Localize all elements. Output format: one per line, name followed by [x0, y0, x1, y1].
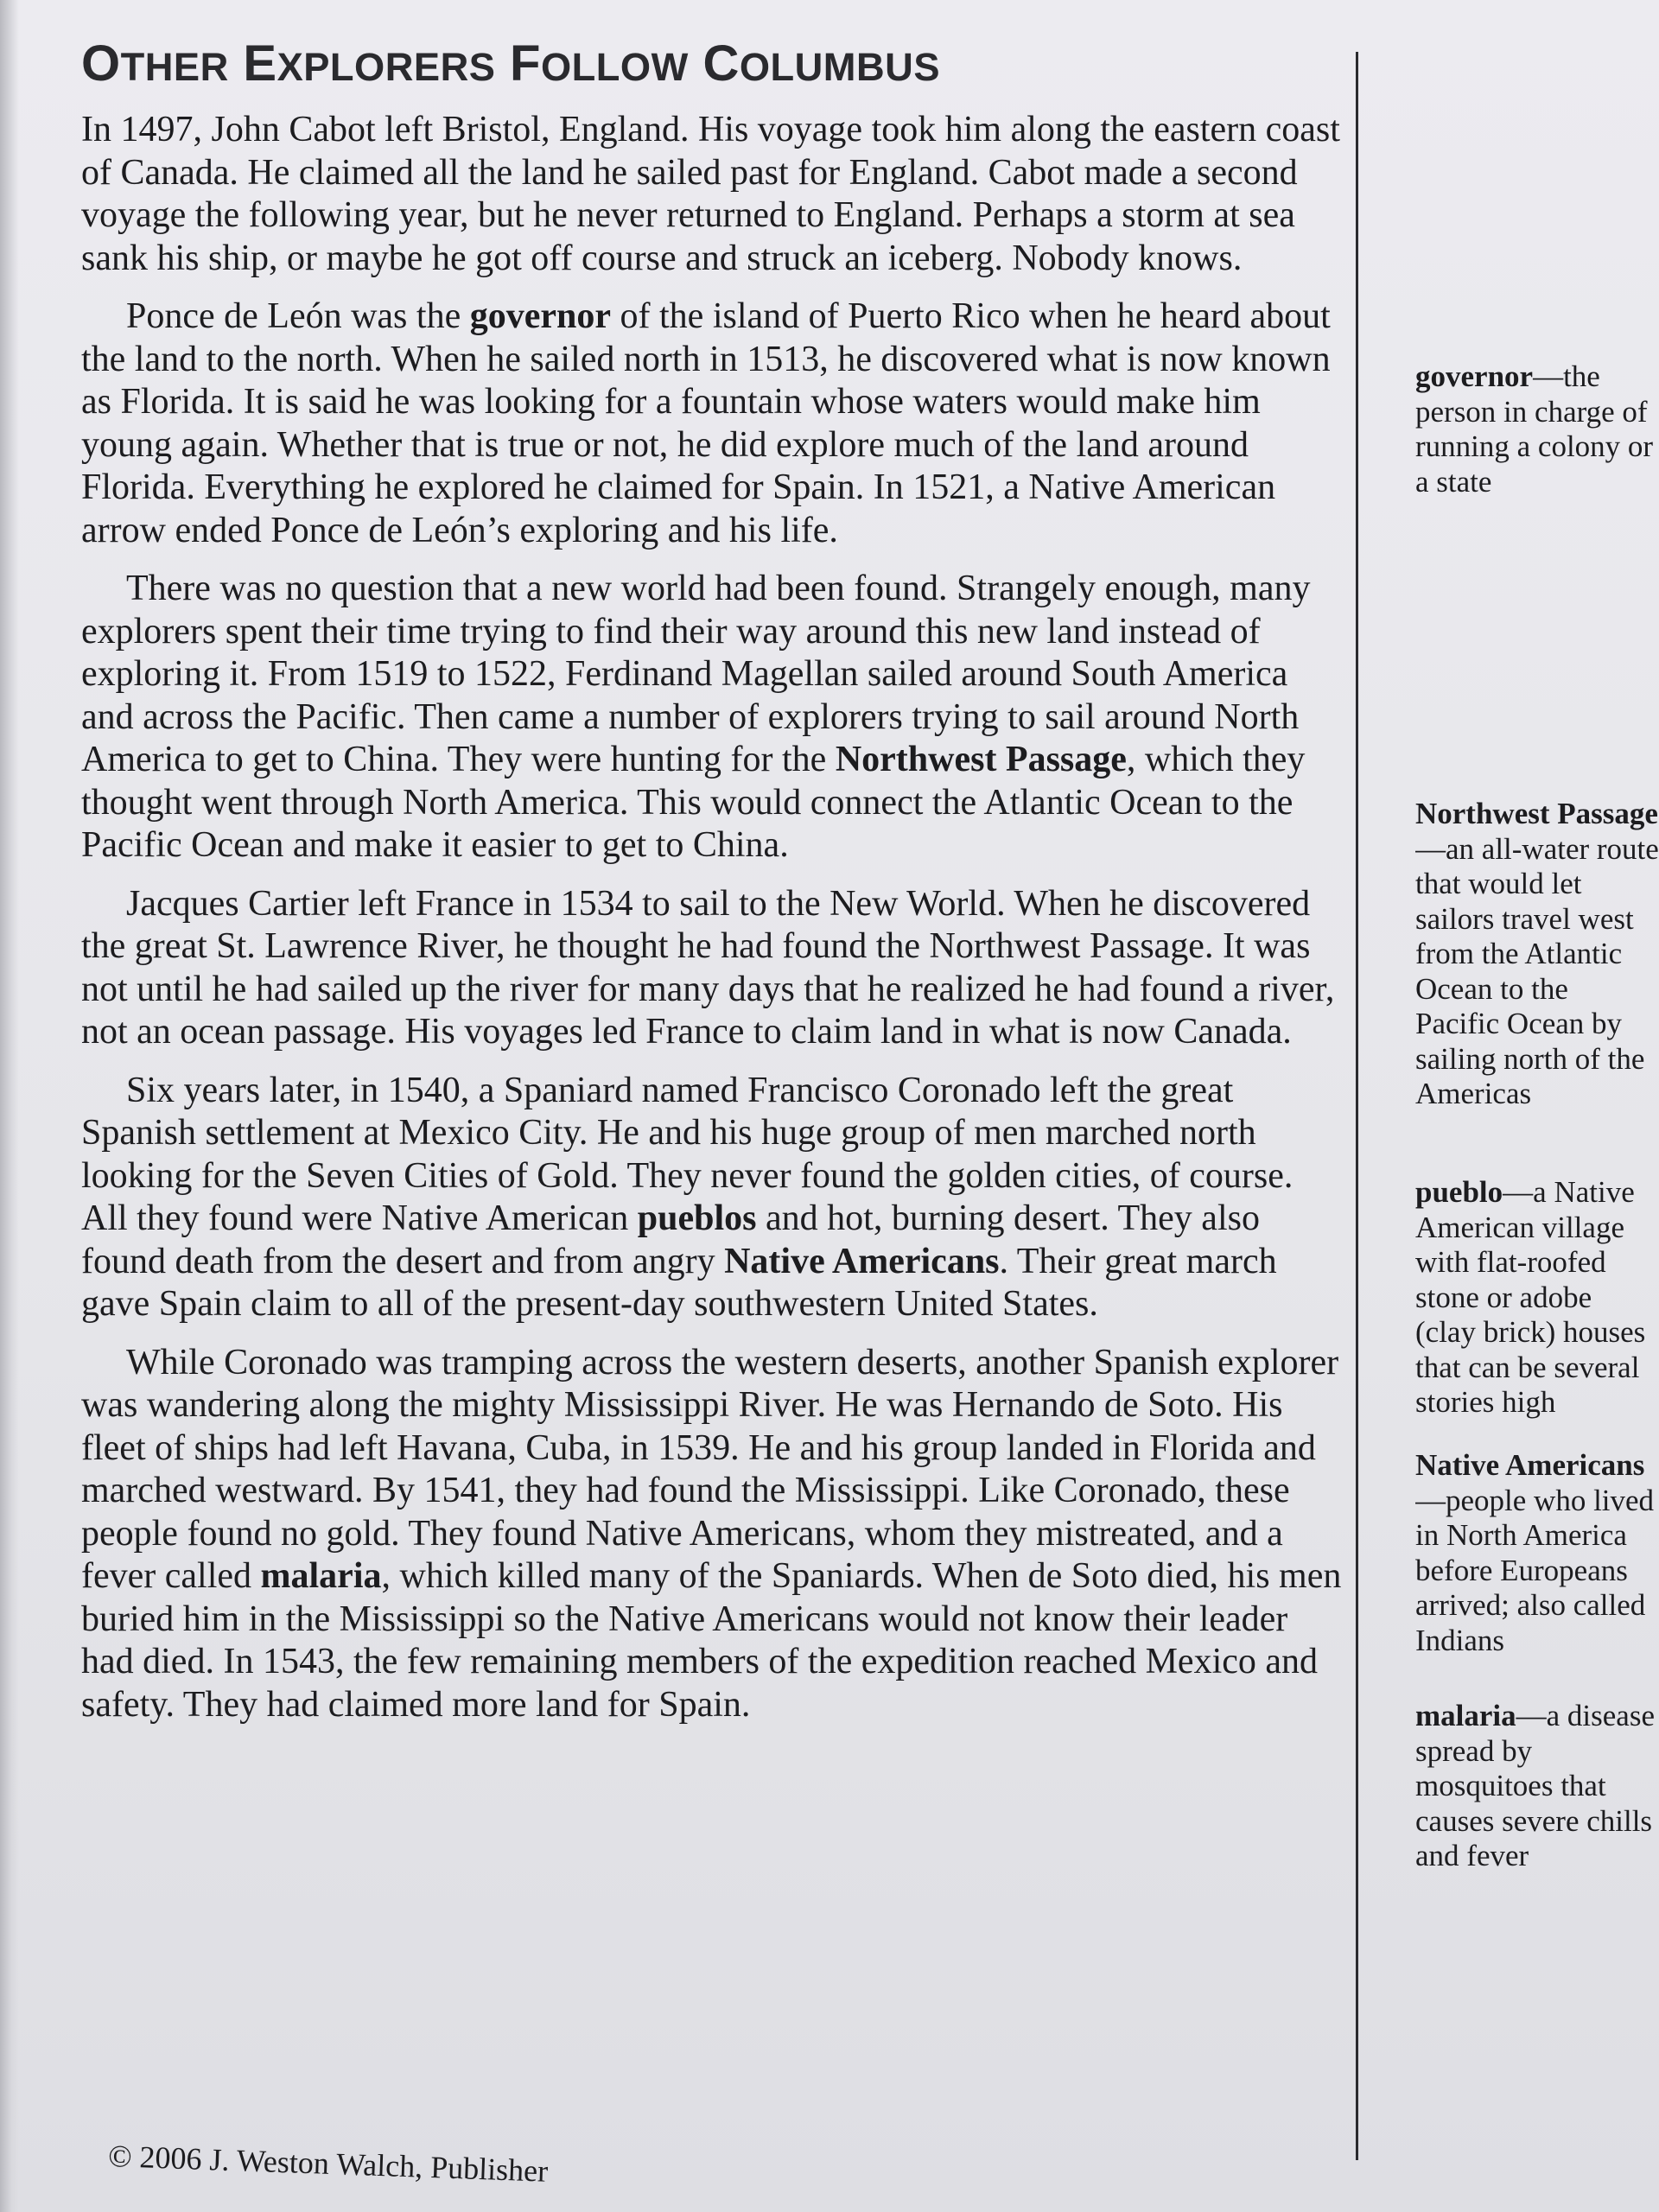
column-divider — [1356, 52, 1358, 2160]
glossary-entry-northwest-passage: Northwest Passage—an all-water route that would let sailors travel west from the Atlantic Ocean to the Pacific Ocean by sailing north of the Americas — [1415, 797, 1659, 1110]
glossary-entry-malaria: malaria—a disease spread by mosquitoes that causes severe chills and fever — [1415, 1699, 1655, 1872]
paragraph-cartier: Jacques Cartier left France in 1534 to sail to the New World. When he discovered the great St. Lawrence River, he thought he had found the Northwest Passage. It was not until he had sailed up the river for many days that he realized he had found a river, not an ocean passage. His voyages led France to claim land in what is now Canada. — [81, 883, 1335, 1052]
paragraph-de-soto: While Coronado was tramping across the western deserts, another Spanish explorer was wandering along the mighty Mississippi River. He was Hernando de Soto. His fleet of ships had left Havana, Cuba, in 1539. He and his group landed in Florida and marched westward. By 1541, they had found the Mississippi. Like Coronado, these people found no gold. They found Native Americans, whom they mistreated, and a fever called malaria, which killed many of the Spaniards. When de Soto died, his men buried him in the Mississippi so the Native Americans would not know their leader had died. In 1543, the few remaining members of the expedition reached Mexico and safety. They had claimed more land for Spain. — [81, 1342, 1342, 1725]
keyword-northwest-passage: Northwest Passage — [835, 740, 1127, 779]
keyword-native-americans: Native Americans — [724, 1241, 1000, 1281]
copyright-footer: © 2006 J. Weston Walch, Publisher — [107, 2138, 549, 2189]
paragraph-coronado: Six years later, in 1540, a Spaniard named Francisco Coronado left the great Spanish settlement at Mexico City. He and his huge group of men marched north looking for the Seven Cities of Gold. They never found the golden cities, of course. All they found were Native American pueblos and hot, burning desert. They also found death from the desert and from angry Native Americans. Their great march gave Spain claim to all of the present-day southwestern United States. — [81, 1070, 1294, 1324]
keyword-governor: governor — [469, 296, 612, 336]
glossary-entry-pueblo: pueblo—a Native American village with flat-roofed stone or adobe (clay brick) houses that can be several stories high — [1415, 1175, 1646, 1419]
paragraph-cabot: In 1497, John Cabot left Bristol, England. His voyage took him along the eastern coast of Canada. He claimed all the land he sailed past for England. Cabot made a second voyage the following year, but he never returned to England. Perhaps a storm at sea sank his ship, or maybe he got off course and struck an iceberg. Nobody knows. — [81, 110, 1340, 278]
page-title: OTHER EXPLORERS FOLLOW COLUMBUS — [81, 35, 940, 92]
glossary-entry-governor: governor—the person in charge of running a colony or a state — [1415, 359, 1654, 499]
keyword-malaria: malaria — [260, 1556, 382, 1596]
page-binding-shadow — [0, 0, 19, 2212]
glossary-entry-native-americans: Native Americans—people who lived in North America before Europeans arrived; also called Indians — [1415, 1448, 1655, 1657]
paragraph-ponce-de-leon: Ponce de León was the governor of the island of Puerto Rico when he heard about the land to the north. When he sailed north in 1513, he discovered what is now known as Florida. It is said he was looking for a fountain whose waters would make him young again. Whether that is true or not, he did explore much of the land around Florida. Everything he explored he claimed for Spain. In 1521, a Native American arrow ended Ponce de León’s exploring and his life. — [81, 296, 1331, 550]
main-text — [81, 109, 1343, 1742]
paragraph-northwest-passage: There was no question that a new world had been found. Strangely enough, many explorers spent their time trying to find their way around this new land instead of exploring it. From 1519 to 1522, Ferdinand Magellan sailed around South America and across the Pacific. Then came a number of explorers trying to sail around North America to get to China. They were hunting for the Northwest Passage, which they thought went through North America. This would connect the Atlantic Ocean to the Pacific Ocean and make it easier to get to China. — [81, 569, 1311, 865]
keyword-pueblos: pueblos — [637, 1198, 757, 1238]
